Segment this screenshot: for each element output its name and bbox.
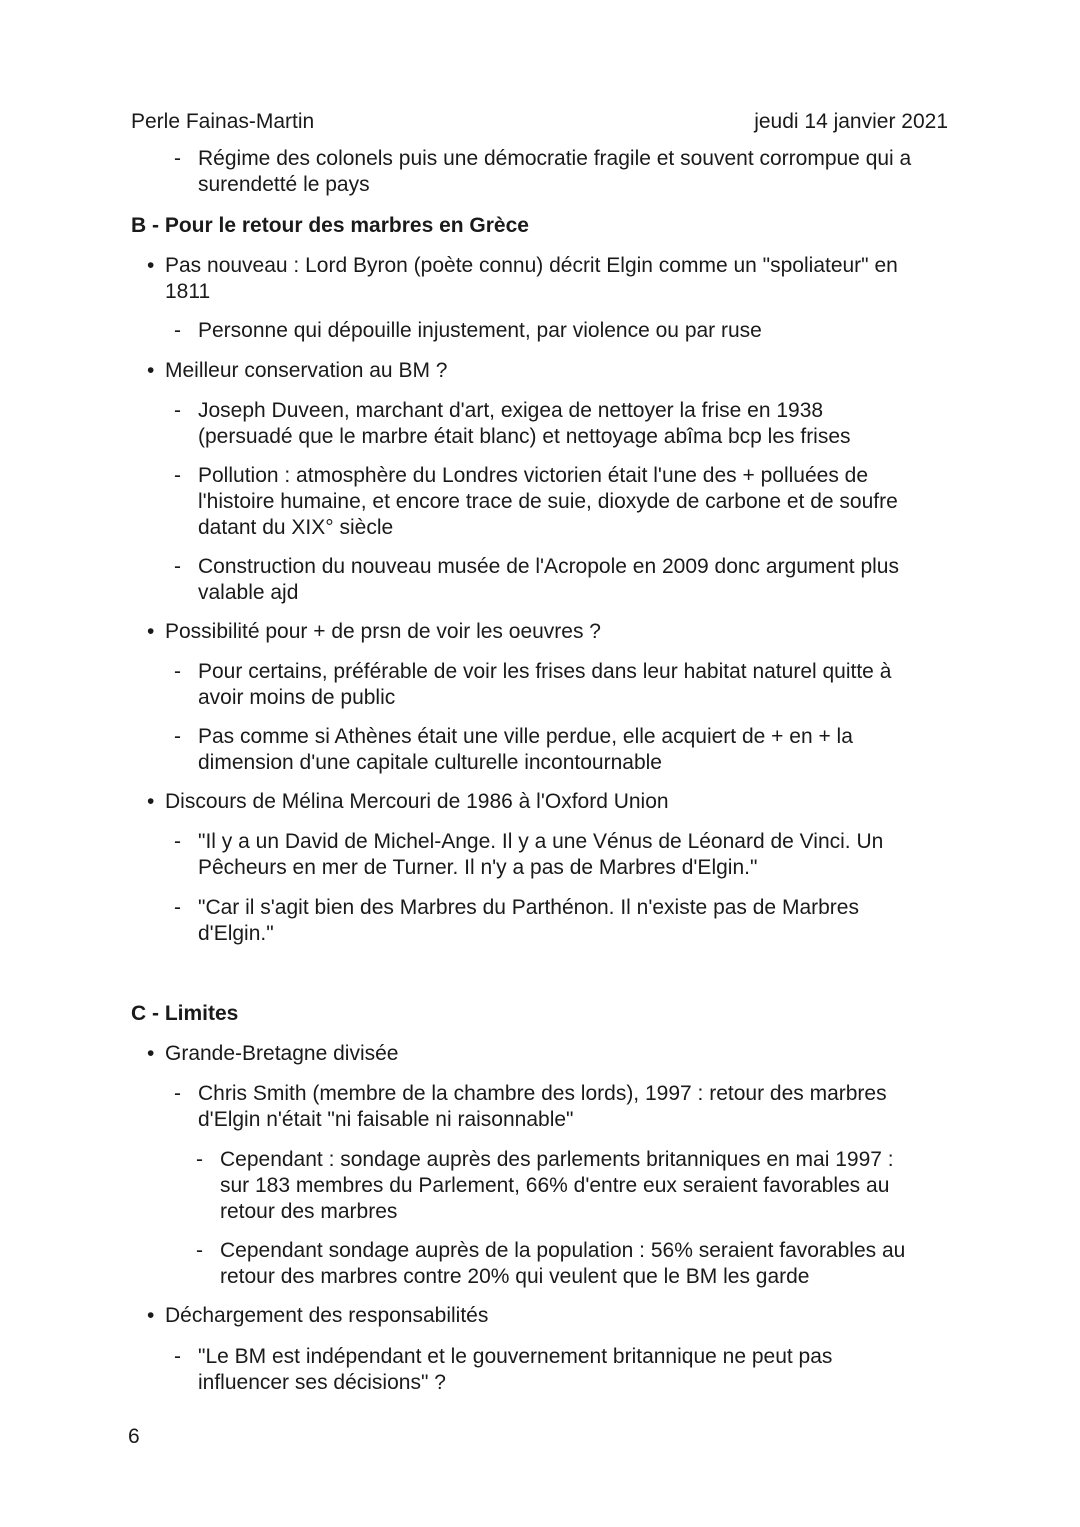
bullet-marker: • xyxy=(147,1304,155,1327)
line-text: Pêcheurs en mer de Turner. Il n'y a pas de Marbres d'Elgin." xyxy=(198,856,758,879)
dash-marker: - xyxy=(174,830,181,853)
dash-item-line xyxy=(174,463,869,489)
dash-marker: - xyxy=(174,464,181,487)
dash-item-line xyxy=(198,489,898,515)
header-date: jeudi 14 janvier 2021 xyxy=(754,110,948,133)
dash-item-line xyxy=(220,1264,810,1290)
line-text: l'histoire humaine, et encore trace de suie, dioxyde de carbone et de soufre xyxy=(198,490,898,513)
line-text: Pollution : atmosphère du Londres victorien était l'une des + polluées de xyxy=(198,464,869,487)
bullet-item-line xyxy=(165,279,210,305)
line-text: surendetté le pays xyxy=(198,173,370,196)
line-text: Joseph Duveen, marchant d'art, exigea de nettoyer la frise en 1938 xyxy=(198,399,824,422)
dash-item-line xyxy=(174,318,762,344)
dash-item-line xyxy=(174,554,899,580)
line-text: sur 183 membres du Parlement, 66% d'entre eux seraient favorables au xyxy=(220,1174,890,1197)
line-text: Pas comme si Athènes était une ville perdue, elle acquiert de + en + la xyxy=(198,725,853,748)
line-text: Cependant sondage auprès de la population : 56% seraient favorables au xyxy=(220,1239,906,1262)
dash-item-line xyxy=(196,1147,894,1173)
line-text: valable ajd xyxy=(198,581,299,604)
dash-item-line xyxy=(174,659,892,685)
dash-marker: - xyxy=(174,725,181,748)
line-text: Discours de Mélina Mercouri de 1986 à l'Oxford Union xyxy=(165,790,669,813)
bullet-marker: • xyxy=(147,1042,155,1065)
dash-marker: - xyxy=(174,555,181,578)
header-author: Perle Fainas-Martin xyxy=(131,110,315,133)
line-text: Régime des colonels puis une démocratie fragile et souvent corrompue qui a xyxy=(198,147,912,170)
bullet-item-line xyxy=(147,1041,399,1067)
line-text: avoir moins de public xyxy=(198,686,396,709)
dash-item-line xyxy=(198,855,757,881)
bullet-item-line xyxy=(147,253,898,279)
dash-item-line xyxy=(174,895,859,921)
line-text: Meilleur conservation au BM ? xyxy=(165,359,448,382)
dash-item-line xyxy=(198,1370,446,1396)
dash-item-line xyxy=(174,829,884,855)
line-text: Construction du nouveau musée de l'Acropole en 2009 donc argument plus xyxy=(198,555,899,578)
line-text: C - Limites xyxy=(131,1002,239,1025)
line-text: (persuadé que le marbre était blanc) et nettoyage abîma bcp les frises xyxy=(198,425,851,448)
line-text: retour des marbres contre 20% qui veulent que le BM les garde xyxy=(220,1265,810,1288)
dash-item-line xyxy=(198,580,298,606)
dash-marker: - xyxy=(196,1148,203,1171)
page-number: 6 xyxy=(128,1425,140,1448)
dash-item-line xyxy=(198,424,851,450)
dash-item-line xyxy=(174,724,853,750)
line-text: Cependant : sondage auprès des parlements britanniques en mai 1997 : xyxy=(220,1148,894,1171)
bullet-marker: • xyxy=(147,620,155,643)
line-text: Personne qui dépouille injustement, par violence ou par ruse xyxy=(198,319,762,342)
line-text: Grande-Bretagne divisée xyxy=(165,1042,399,1065)
bullet-marker: • xyxy=(147,359,155,382)
line-text: 1811 xyxy=(165,280,211,303)
line-text: influencer ses décisions" ? xyxy=(198,1371,446,1394)
line-text: Pour certains, préférable de voir les frises dans leur habitat naturel quitte à xyxy=(198,660,892,683)
bullet-marker: • xyxy=(147,254,155,277)
dash-item-line xyxy=(220,1199,397,1225)
line-text: Pas nouveau : Lord Byron (poète connu) décrit Elgin comme un "spoliateur" en xyxy=(165,254,898,277)
line-text: dimension d'une capitale culturelle incontournable xyxy=(198,751,662,774)
dash-marker: - xyxy=(174,1345,181,1368)
bullet-item-line xyxy=(147,1303,489,1329)
dash-item-line xyxy=(198,172,370,198)
bullet-marker: • xyxy=(147,790,155,813)
dash-item-line xyxy=(198,750,662,776)
dash-item-line xyxy=(174,398,824,424)
line-text: Chris Smith (membre de la chambre des lords), 1997 : retour des marbres xyxy=(198,1082,887,1105)
bullet-item-line xyxy=(147,358,448,384)
line-text: datant du XIX° siècle xyxy=(198,516,394,539)
dash-marker: - xyxy=(174,896,181,919)
line-text: Déchargement des responsabilités xyxy=(165,1304,489,1327)
dash-item-line xyxy=(174,146,912,172)
dash-item-line xyxy=(174,1344,833,1370)
dash-marker: - xyxy=(174,1082,181,1105)
dash-marker: - xyxy=(174,399,181,422)
dash-item-line xyxy=(174,1081,887,1107)
dash-item-line xyxy=(198,921,274,947)
line-text: B - Pour le retour des marbres en Grèce xyxy=(131,214,529,237)
bullet-item-line xyxy=(147,789,669,815)
bullet-item-line xyxy=(147,619,601,645)
line-text: "Car il s'agit bien des Marbres du Parthénon. Il n'existe pas de Marbres xyxy=(198,896,859,919)
line-text: Possibilité pour + de prsn de voir les oeuvres ? xyxy=(165,620,601,643)
section-heading xyxy=(131,213,529,239)
section-heading xyxy=(131,1001,238,1027)
dash-item-line xyxy=(198,515,393,541)
dash-item-line xyxy=(198,1107,574,1133)
dash-marker: - xyxy=(174,319,181,342)
dash-marker: - xyxy=(174,660,181,683)
line-text: d'Elgin n'était "ni faisable ni raisonnable" xyxy=(198,1108,574,1131)
dash-item-line xyxy=(196,1238,906,1264)
dash-marker: - xyxy=(174,147,181,170)
dash-item-line xyxy=(198,685,395,711)
dash-item-line xyxy=(220,1173,889,1199)
line-text: "Il y a un David de Michel-Ange. Il y a une Vénus de Léonard de Vinci. Un xyxy=(198,830,884,853)
line-text: retour des marbres xyxy=(220,1200,398,1223)
line-text: d'Elgin." xyxy=(198,922,274,945)
dash-marker: - xyxy=(196,1239,203,1262)
line-text: "Le BM est indépendant et le gouvernement britannique ne peut pas xyxy=(198,1345,833,1368)
